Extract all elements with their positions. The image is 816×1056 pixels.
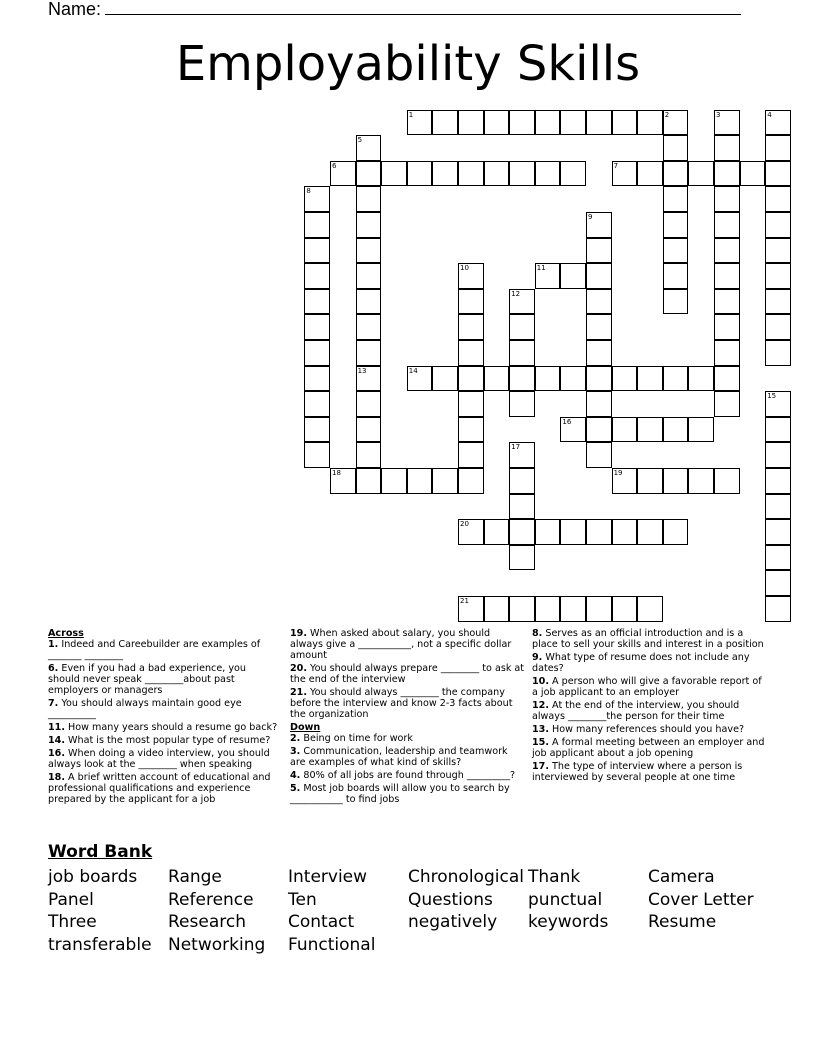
- crossword-cell[interactable]: [586, 519, 612, 545]
- crossword-cell[interactable]: [458, 161, 484, 187]
- clue-text: What type of resume does not include any dates?: [532, 652, 750, 674]
- crossword-cell[interactable]: [458, 468, 484, 494]
- crossword-cell[interactable]: [586, 340, 612, 366]
- crossword-cell[interactable]: [714, 135, 740, 161]
- clue-number: 11: [536, 264, 546, 273]
- clue-text: You should always prepare ________ to ask at the end of the interview: [290, 663, 525, 685]
- crossword-cell[interactable]: [765, 391, 791, 417]
- crossword-cell[interactable]: [509, 314, 535, 340]
- clue-number: 18: [332, 469, 341, 477]
- across-clue: [48, 663, 280, 696]
- crossword-cell[interactable]: [663, 519, 689, 545]
- crossword-cell[interactable]: [484, 596, 510, 622]
- word-bank-item: job boards: [48, 867, 138, 887]
- clue-num: 3.: [290, 746, 301, 757]
- crossword-cell[interactable]: [458, 289, 484, 315]
- clue-number: 3: [716, 110, 721, 119]
- word-bank-item: Reference: [168, 889, 254, 910]
- clue-num: 15.: [532, 737, 549, 748]
- crossword-cell[interactable]: [304, 238, 330, 264]
- clue-number: 13: [357, 366, 367, 375]
- clue-num: 10.: [532, 676, 549, 687]
- crossword-cell[interactable]: [407, 110, 433, 136]
- crossword-cell[interactable]: [509, 366, 535, 392]
- crossword-cell[interactable]: [407, 468, 433, 494]
- crossword-cell[interactable]: [714, 340, 740, 366]
- crossword-cell[interactable]: [663, 366, 689, 392]
- crossword-cell[interactable]: [586, 212, 612, 238]
- crossword-cell[interactable]: [432, 161, 458, 187]
- crossword-cell[interactable]: [637, 519, 663, 545]
- clue-text: Most job boards will allow you to search by ___________ to find jobs: [290, 783, 510, 805]
- clue-number: 21: [460, 597, 469, 605]
- crossword-cell[interactable]: [509, 519, 535, 545]
- name-label: Name:: [48, 0, 102, 19]
- crossword-cell[interactable]: [560, 596, 586, 622]
- word-bank-item: Research: [168, 912, 246, 933]
- across-clue: [48, 772, 280, 805]
- clue-text: Being on time for work: [300, 733, 413, 744]
- clue-num: 6.: [48, 663, 59, 674]
- word-bank-item: Networking: [168, 935, 266, 956]
- across-clue: [48, 639, 280, 661]
- clue-text: When asked about salary, you should always give a ___________, not a specific dollar amount: [290, 628, 512, 661]
- across-clue: [48, 748, 280, 770]
- clue-num: 2.: [290, 733, 301, 744]
- crossword-cell[interactable]: [637, 596, 663, 622]
- crossword-cell[interactable]: [714, 186, 740, 212]
- clue-text: At the end of the interview, you should always ________the person for their time: [532, 700, 740, 722]
- crossword-cell[interactable]: [509, 468, 535, 494]
- crossword-cell[interactable]: [560, 366, 586, 392]
- crossword-cell[interactable]: [765, 186, 791, 212]
- word-bank-title: Word Bank: [48, 842, 153, 862]
- clues-column-2: [290, 628, 526, 807]
- down-clue: [290, 746, 526, 768]
- crossword-cell[interactable]: [484, 110, 510, 136]
- crossword-cell[interactable]: [356, 263, 382, 289]
- crossword-cell[interactable]: [663, 212, 689, 238]
- across-clue: [290, 628, 526, 661]
- crossword-cell[interactable]: [356, 417, 382, 443]
- crossword-cell[interactable]: [765, 161, 791, 187]
- word-bank-item: negatively: [408, 912, 498, 933]
- word-bank-item: Panel: [48, 889, 94, 910]
- crossword-cell[interactable]: [356, 289, 382, 315]
- crossword-cell[interactable]: [509, 161, 535, 187]
- down-heading: Down: [290, 722, 321, 733]
- word-bank-item: Three: [48, 912, 97, 933]
- clue-text: What is the most popular type of resume?: [65, 735, 271, 746]
- down-clue: [532, 761, 768, 783]
- crossword-cell[interactable]: [356, 314, 382, 340]
- crossword-cell[interactable]: [663, 263, 689, 289]
- word-bank-item: punctual: [528, 889, 603, 910]
- word-bank-item: Functional: [288, 935, 376, 956]
- crossword-cell[interactable]: [765, 596, 791, 622]
- crossword-cell[interactable]: [688, 161, 714, 187]
- crossword-cell[interactable]: [714, 314, 740, 340]
- crossword-cell[interactable]: [612, 468, 638, 494]
- crossword-cell[interactable]: [535, 110, 561, 136]
- across-clue: [48, 698, 280, 720]
- word-bank-item: Cover Letter: [648, 889, 754, 910]
- crossword-cell[interactable]: [714, 391, 740, 417]
- crossword-cell[interactable]: [714, 263, 740, 289]
- clue-number: 10: [460, 264, 469, 273]
- crossword-cell[interactable]: [304, 417, 330, 443]
- crossword-cell[interactable]: [458, 391, 484, 417]
- crossword-cell[interactable]: [663, 289, 689, 315]
- crossword-cell[interactable]: [586, 417, 612, 443]
- crossword-cell[interactable]: [586, 442, 612, 468]
- crossword-cell[interactable]: [304, 340, 330, 366]
- clue-number: 1: [408, 110, 414, 119]
- crossword-cell[interactable]: [560, 263, 586, 289]
- clue-text: Serves as an official introduction and is a place to sell your skills and interest in a position: [532, 628, 764, 650]
- crossword-cell[interactable]: [432, 366, 458, 392]
- crossword-cell[interactable]: [356, 340, 382, 366]
- crossword-cell[interactable]: [765, 570, 791, 596]
- crossword-cell[interactable]: [535, 519, 561, 545]
- clue-text: Communication, leadership and teamwork are examples of what kind of skills?: [290, 746, 508, 768]
- clue-number: 8: [306, 187, 311, 196]
- crossword-cell[interactable]: [663, 161, 689, 187]
- clue-number: 14: [408, 366, 418, 375]
- crossword-cell[interactable]: [612, 519, 638, 545]
- clue-number: 17: [511, 443, 521, 452]
- crossword-cell[interactable]: [458, 314, 484, 340]
- crossword-cell[interactable]: [765, 212, 791, 238]
- down-clue: [290, 733, 526, 744]
- crossword-cell[interactable]: [458, 263, 484, 289]
- word-bank: [48, 866, 768, 957]
- crossword-cell[interactable]: [586, 110, 612, 136]
- crossword-cell[interactable]: [458, 596, 484, 622]
- crossword-cell[interactable]: [740, 161, 766, 187]
- word-bank-item: keywords: [528, 912, 609, 933]
- crossword-cell[interactable]: [586, 263, 612, 289]
- clue-number: 16: [562, 417, 572, 426]
- crossword-cell[interactable]: [586, 366, 612, 392]
- crossword-cell[interactable]: [765, 494, 791, 520]
- crossword-cell[interactable]: [535, 596, 561, 622]
- clue-text: You should always ________ the company before the interview and know 2-3 facts about the organization: [290, 687, 513, 720]
- crossword-cell[interactable]: [458, 519, 484, 545]
- crossword-cell[interactable]: [663, 110, 689, 136]
- clue-num: 4.: [290, 770, 301, 781]
- clue-text: The type of interview where a person is interviewed by several people at one time: [532, 761, 743, 783]
- crossword-cell[interactable]: [663, 468, 689, 494]
- crossword-cell[interactable]: [509, 110, 535, 136]
- crossword-cell[interactable]: [560, 161, 586, 187]
- crossword-cell[interactable]: [765, 263, 791, 289]
- crossword-cell[interactable]: [432, 110, 458, 136]
- clue-num: 21.: [290, 687, 307, 698]
- crossword-cell[interactable]: [765, 468, 791, 494]
- crossword-cell[interactable]: [765, 314, 791, 340]
- crossword-cell[interactable]: [765, 238, 791, 264]
- down-clue: [290, 783, 526, 805]
- crossword-cell[interactable]: [432, 468, 458, 494]
- across-clue: [290, 663, 526, 685]
- crossword-cell[interactable]: [663, 135, 689, 161]
- clue-number: 9: [588, 213, 593, 221]
- clue-num: 1.: [48, 639, 59, 650]
- clue-num: 14.: [48, 735, 65, 746]
- word-bank-item: Camera: [648, 867, 715, 887]
- down-clue: [532, 724, 768, 735]
- crossword-cell[interactable]: [688, 468, 714, 494]
- crossword-cell[interactable]: [560, 519, 586, 545]
- crossword-cell[interactable]: [535, 263, 561, 289]
- crossword-cell[interactable]: [637, 161, 663, 187]
- crossword-cell[interactable]: [509, 545, 535, 571]
- clue-number: 7: [613, 161, 619, 170]
- clue-text: 80% of all jobs are found through _________?: [300, 770, 516, 781]
- crossword-cell[interactable]: [663, 238, 689, 264]
- crossword-cell[interactable]: [560, 110, 586, 136]
- word-bank-item: Contact: [288, 912, 355, 933]
- crossword-cell[interactable]: [356, 135, 382, 161]
- crossword-cell[interactable]: [637, 110, 663, 136]
- clue-num: 11.: [48, 722, 65, 733]
- word-bank-item: Questions: [408, 889, 493, 910]
- crossword-cell[interactable]: [765, 519, 791, 545]
- word-bank-item: Range: [168, 867, 222, 887]
- down-clue: [532, 676, 768, 698]
- down-clue: [532, 737, 768, 759]
- crossword-cell[interactable]: [612, 596, 638, 622]
- crossword-cell[interactable]: [765, 545, 791, 571]
- crossword-cell[interactable]: [304, 314, 330, 340]
- crossword-cell[interactable]: [714, 110, 740, 136]
- crossword-cell[interactable]: [765, 110, 791, 136]
- crossword-cell[interactable]: [714, 468, 740, 494]
- clue-number: 5: [357, 136, 363, 145]
- crossword-cell[interactable]: [356, 366, 382, 392]
- crossword-cell[interactable]: [586, 391, 612, 417]
- clue-text: A formal meeting between an employer and job applicant about a job opening: [532, 737, 765, 759]
- clue-num: 13.: [532, 724, 549, 735]
- crossword-cell[interactable]: [765, 135, 791, 161]
- clue-num: 9.: [532, 652, 543, 663]
- clue-text: Indeed and Careebuilder are examples of _______ ________: [48, 639, 261, 661]
- clue-num: 18.: [48, 772, 65, 783]
- crossword-cell[interactable]: [586, 596, 612, 622]
- crossword-cell[interactable]: [484, 366, 510, 392]
- crossword-cell[interactable]: [509, 340, 535, 366]
- crossword-cell[interactable]: [663, 417, 689, 443]
- down-clue: [532, 652, 768, 674]
- crossword-cell[interactable]: [637, 417, 663, 443]
- crossword-cell[interactable]: [304, 442, 330, 468]
- crossword-cell[interactable]: [637, 366, 663, 392]
- crossword-cell[interactable]: [381, 468, 407, 494]
- crossword-cell[interactable]: [407, 366, 433, 392]
- clue-text: A brief written account of educational and professional qualifications and experience prepared by the applicant for a job: [48, 772, 271, 805]
- crossword-cell[interactable]: [356, 442, 382, 468]
- across-heading: Across: [48, 628, 84, 639]
- crossword-cell[interactable]: [765, 417, 791, 443]
- crossword-cell[interactable]: [509, 391, 535, 417]
- clue-text: When doing a video interview, you should always look at the ________ when speaking: [48, 748, 270, 770]
- crossword-cell[interactable]: [330, 161, 356, 187]
- word-bank-item: Resume: [648, 912, 717, 933]
- crossword-cell[interactable]: [356, 468, 382, 494]
- crossword-cell[interactable]: [304, 186, 330, 212]
- across-clue: [290, 687, 526, 720]
- crossword-cell[interactable]: [484, 519, 510, 545]
- crossword-cell[interactable]: [407, 161, 433, 187]
- clue-text: A person who will give a favorable report of a job applicant to an employer: [532, 676, 762, 698]
- across-clue: [48, 735, 280, 746]
- crossword-cell[interactable]: [509, 494, 535, 520]
- crossword-cell[interactable]: [509, 289, 535, 315]
- word-bank-item: Interview: [288, 867, 368, 887]
- crossword-cell[interactable]: [714, 366, 740, 392]
- clue-text: You should always maintain good eye __________: [48, 698, 242, 720]
- across-clue: [48, 722, 280, 733]
- crossword-cell[interactable]: [458, 442, 484, 468]
- word-bank-item: transferable: [48, 935, 152, 956]
- crossword-cell[interactable]: [612, 417, 638, 443]
- crossword-cell[interactable]: [586, 289, 612, 315]
- word-bank-item: Thank: [528, 867, 581, 887]
- crossword-cell[interactable]: [509, 596, 535, 622]
- clue-num: 8.: [532, 628, 543, 639]
- word-bank-item: Chronological: [408, 867, 524, 887]
- clue-text: How many references should you have?: [549, 724, 745, 735]
- clue-num: 7.: [48, 698, 59, 709]
- down-clue: [532, 628, 768, 650]
- clue-number: 12: [511, 289, 521, 298]
- crossword-cell[interactable]: [765, 289, 791, 315]
- crossword-cell[interactable]: [304, 391, 330, 417]
- crossword-cell[interactable]: [304, 289, 330, 315]
- crossword-cell[interactable]: [330, 468, 356, 494]
- clue-num: 17.: [532, 761, 549, 772]
- crossword-cell[interactable]: [586, 314, 612, 340]
- crossword-cell[interactable]: [765, 340, 791, 366]
- clue-num: 16.: [48, 748, 65, 759]
- crossword-cell[interactable]: [688, 417, 714, 443]
- crossword-cell[interactable]: [458, 417, 484, 443]
- crossword-cell[interactable]: [304, 212, 330, 238]
- crossword-cell[interactable]: [535, 161, 561, 187]
- crossword-cell[interactable]: [484, 161, 510, 187]
- clue-num: 12.: [532, 700, 549, 711]
- crossword-cell[interactable]: [637, 468, 663, 494]
- crossword-cell[interactable]: [356, 212, 382, 238]
- crossword-cell[interactable]: [458, 340, 484, 366]
- clue-number: 19: [613, 469, 623, 477]
- crossword-cell[interactable]: [612, 161, 638, 187]
- crossword-cell[interactable]: [304, 366, 330, 392]
- down-clue: [290, 770, 526, 781]
- crossword-cell[interactable]: [765, 442, 791, 468]
- crossword-cell[interactable]: [356, 238, 382, 264]
- clue-number: 15: [767, 392, 777, 401]
- clue-number: 4: [767, 110, 772, 119]
- crossword-cell[interactable]: [356, 186, 382, 212]
- crossword-cell[interactable]: [714, 289, 740, 315]
- page-title: Employability Skills: [175, 36, 641, 92]
- crossword-cell[interactable]: [509, 442, 535, 468]
- word-bank-item: Ten: [288, 889, 317, 910]
- clues-column-3: [532, 628, 768, 785]
- crossword-cell[interactable]: [304, 263, 330, 289]
- clue-number: 20: [460, 520, 469, 529]
- clue-text: How many years should a resume go back?: [65, 722, 278, 733]
- crossword-cell[interactable]: [688, 366, 714, 392]
- clues-column-1: [48, 628, 280, 807]
- crossword-cell[interactable]: [458, 366, 484, 392]
- crossword-cell[interactable]: [356, 161, 382, 187]
- clue-num: 19.: [290, 628, 307, 639]
- crossword-cell[interactable]: [714, 238, 740, 264]
- crossword-cell[interactable]: [586, 238, 612, 264]
- clue-num: 20.: [290, 663, 307, 674]
- crossword-cell[interactable]: [612, 110, 638, 136]
- clue-number: 2: [664, 110, 670, 119]
- clue-number: 6: [332, 161, 337, 170]
- clue-text: Even if you had a bad experience, you should never speak ________about past employers or managers: [48, 663, 246, 696]
- clue-num: 5.: [290, 783, 301, 794]
- crossword-cell[interactable]: [663, 186, 689, 212]
- crossword-cell[interactable]: [560, 417, 586, 443]
- crossword-cell[interactable]: [612, 366, 638, 392]
- crossword-cell[interactable]: [356, 391, 382, 417]
- crossword-cell[interactable]: [535, 366, 561, 392]
- crossword-cell[interactable]: [458, 110, 484, 136]
- crossword-cell[interactable]: [381, 161, 407, 187]
- crossword-cell[interactable]: [714, 212, 740, 238]
- down-clue: [532, 700, 768, 722]
- crossword-cell[interactable]: [714, 161, 740, 187]
